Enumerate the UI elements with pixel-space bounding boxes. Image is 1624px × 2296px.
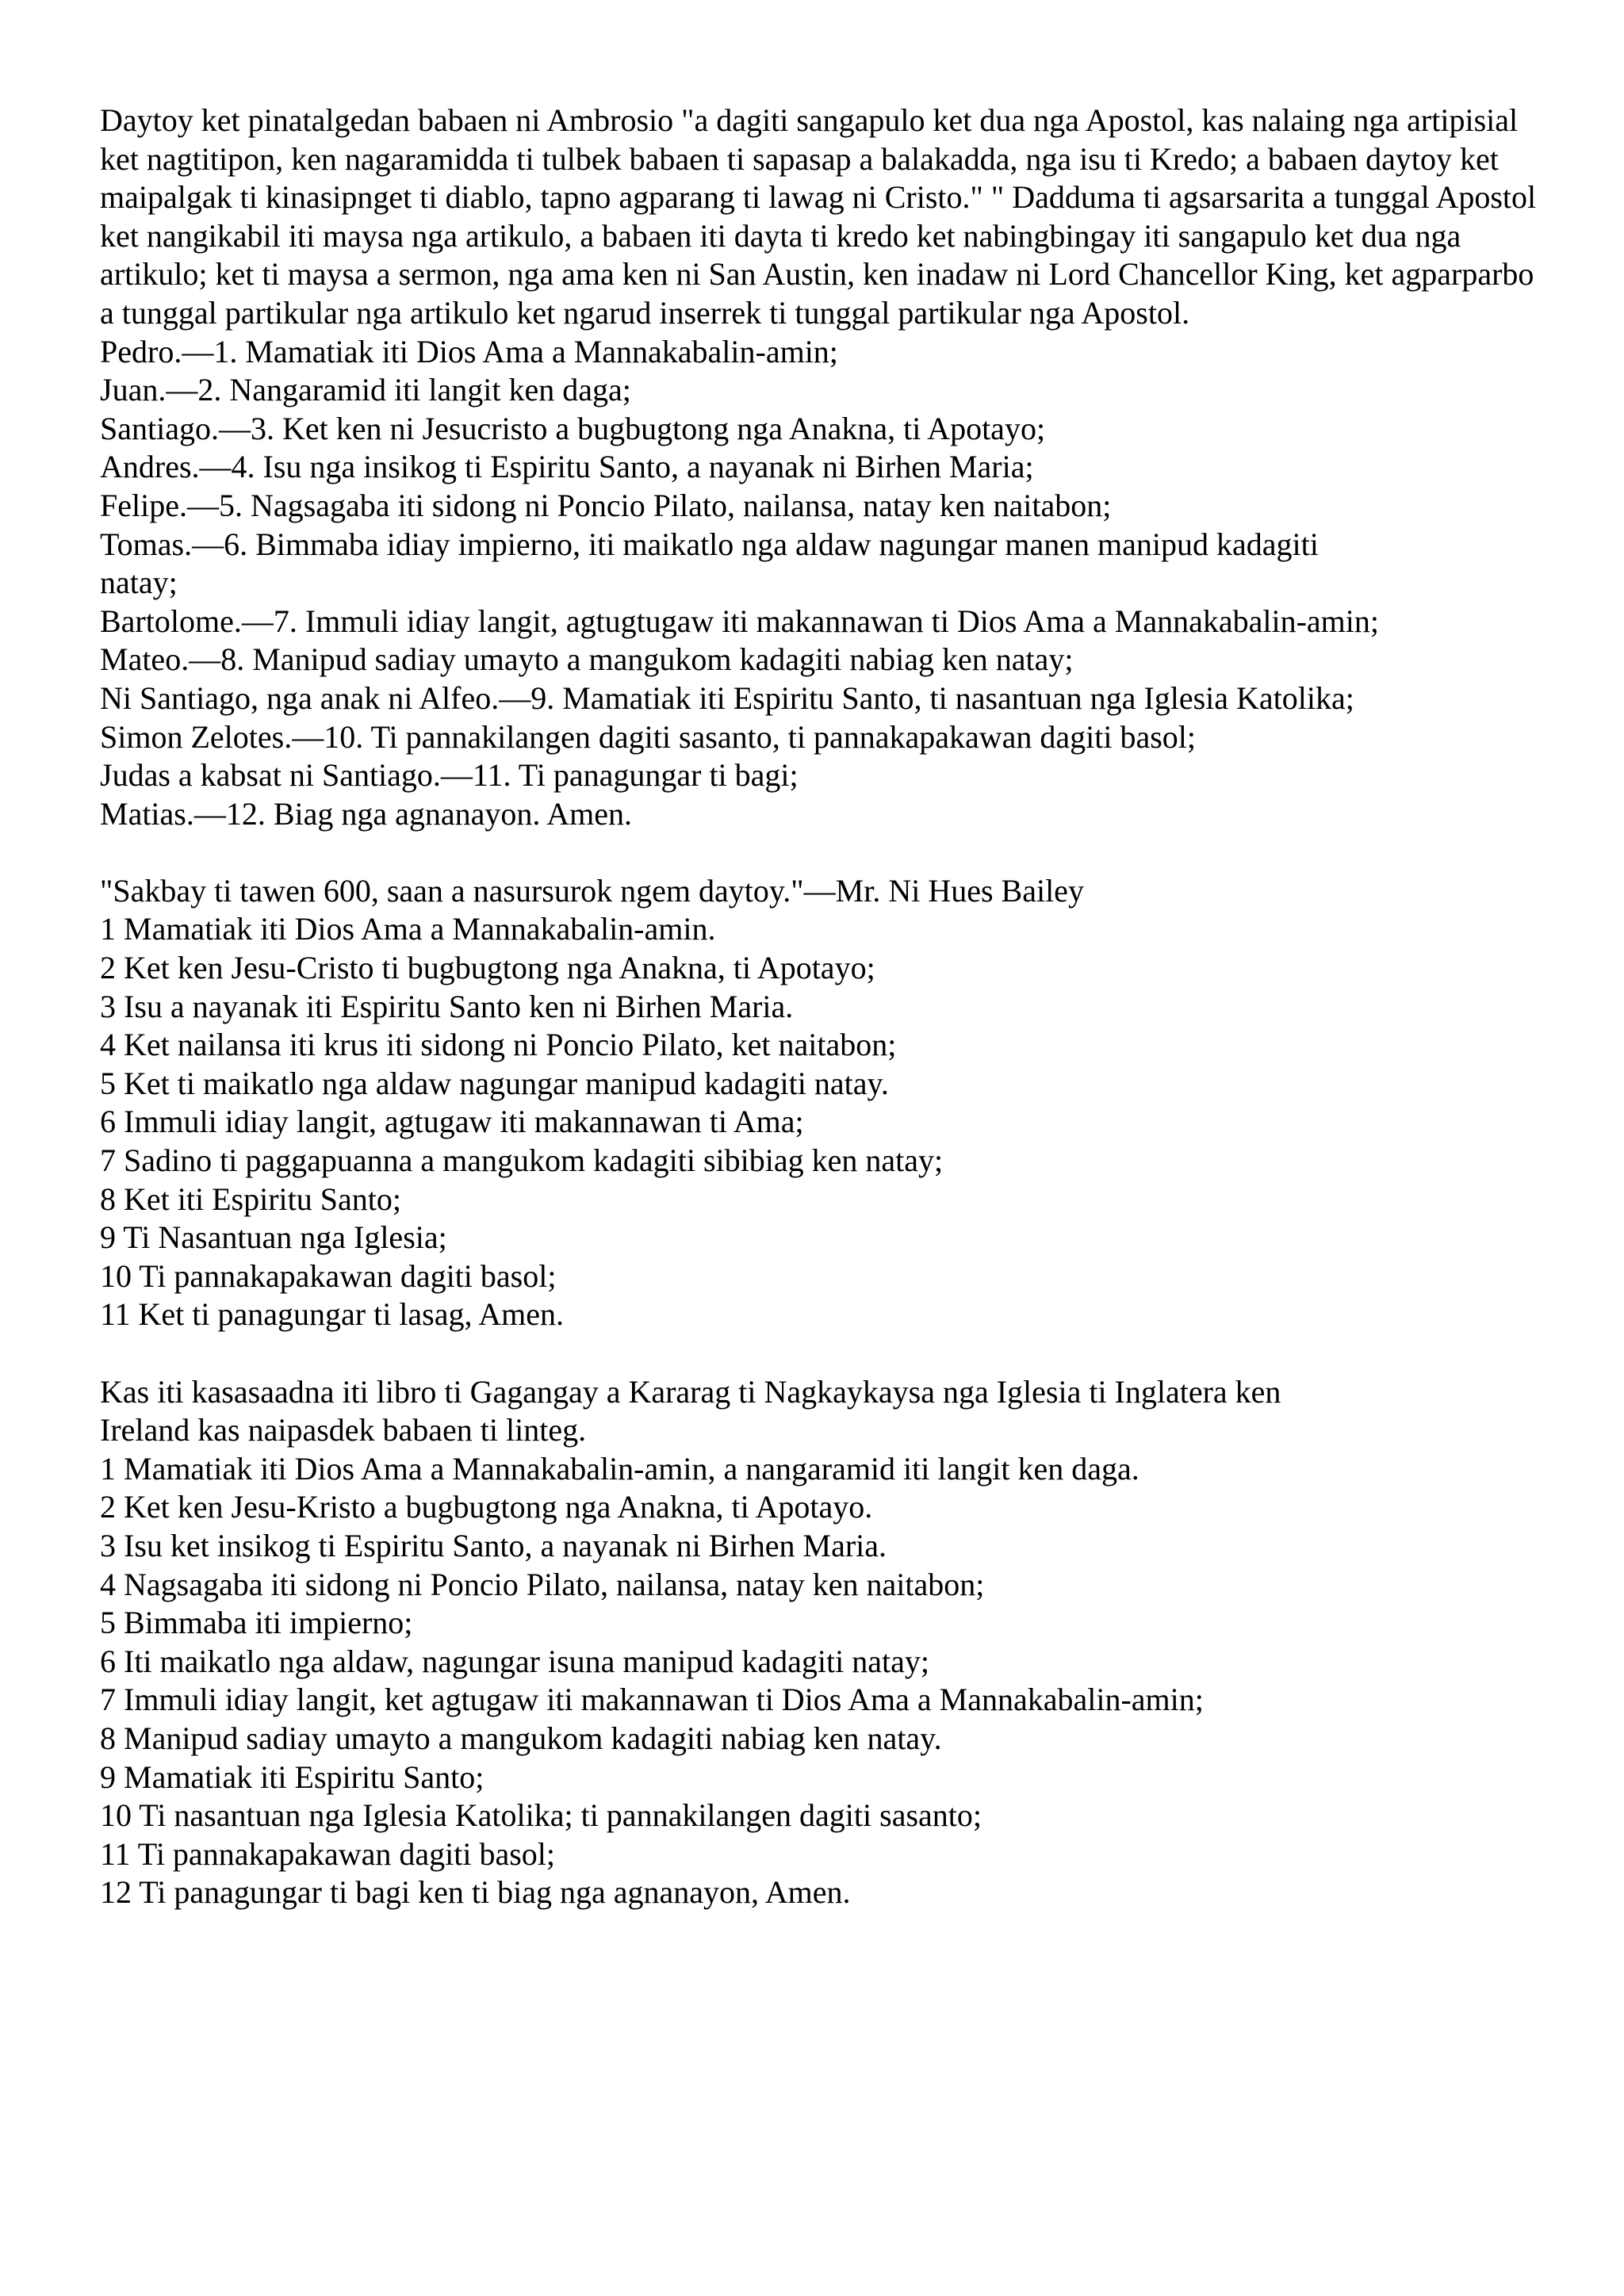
text-line: 8 Ket iti Espiritu Santo; bbox=[100, 1181, 401, 1217]
text-line: 4 Nagsagaba iti sidong ni Poncio Pilato, nailansa, natay ken naitabon; bbox=[100, 1566, 985, 1602]
text-line: Kas iti kasasaadna iti libro ti Gagangay a Kararag ti Nagkaykaysa nga Iglesia ti Inglatera ken bbox=[100, 1373, 1281, 1410]
text-line: Bartolome.—7. Immuli idiay langit, agtugtugaw iti makannawan ti Dios Ama a Mannakabalin-amin; bbox=[100, 603, 1379, 639]
text-line: 6 Immuli idiay langit, agtugaw iti makannawan ti Ama; bbox=[100, 1104, 804, 1140]
text-line: Andres.—4. Isu nga insikog ti Espiritu Santo, a nayanak ni Birhen Maria; bbox=[100, 449, 1034, 485]
text-line: 5 Ket ti maikatlo nga aldaw nagungar manipud kadagiti natay. bbox=[100, 1065, 889, 1101]
text-line: 10 Ti nasantuan nga Iglesia Katolika; ti pannakilangen dagiti sasanto; bbox=[100, 1797, 982, 1834]
text-line: Santiago.—3. Ket ken ni Jesucristo a bugbugtong nga Anakna, ti Apotayo; bbox=[100, 410, 1046, 446]
text-line: Matias.—12. Biag nga agnanayon. Amen. bbox=[100, 795, 632, 832]
text-line: 9 Ti Nasantuan nga Iglesia; bbox=[100, 1219, 447, 1256]
text-line: 8 Manipud sadiay umayto a mangukom kadagiti nabiag ken natay. bbox=[100, 1720, 942, 1756]
section-apostles-creed-attribution bbox=[100, 101, 1551, 833]
text-line: 6 Iti maikatlo nga aldaw, nagungar isuna manipud kadagiti natay; bbox=[100, 1643, 929, 1679]
text-line: 3 Isu ket insikog ti Espiritu Santo, a nayanak ni Birhen Maria. bbox=[100, 1527, 887, 1563]
text-line: Simon Zelotes.—10. Ti pannakilangen dagiti sasanto, ti pannakapakawan dagiti basol; bbox=[100, 718, 1196, 755]
text-line: 1 Mamatiak iti Dios Ama a Mannakabalin-amin. bbox=[100, 911, 716, 947]
document-page bbox=[100, 101, 1551, 1912]
text-line: Judas a kabsat ni Santiago.—11. Ti panagungar ti bagi; bbox=[100, 757, 799, 794]
text-line: 12 Ti panagungar ti bagi ken ti biag nga agnanayon, Amen. bbox=[100, 1874, 851, 1911]
text-line: Juan.—2. Nangaramid iti langit ken daga; bbox=[100, 372, 631, 408]
text-line: 1 Mamatiak iti Dios Ama a Mannakabalin-amin, a nangaramid iti langit ken daga. bbox=[100, 1450, 1139, 1487]
text-line: 11 Ket ti panagungar ti lasag, Amen. bbox=[100, 1296, 565, 1333]
text-line: 7 Sadino ti paggapuanna a mangukom kadagiti sibibiag ken natay; bbox=[100, 1142, 944, 1179]
text-line: 4 Ket nailansa iti krus iti sidong ni Poncio Pilato, ket naitabon; bbox=[100, 1027, 897, 1063]
section-book-of-common-prayer bbox=[100, 1373, 1551, 1912]
text-line: Felipe.—5. Nagsagaba iti sidong ni Poncio Pilato, nailansa, natay ken naitabon; bbox=[100, 487, 1112, 523]
text-line: Mateo.—8. Manipud sadiay umayto a mangukom kadagiti nabiag ken natay; bbox=[100, 641, 1074, 678]
text-line: natay; bbox=[100, 564, 178, 601]
text-line: 7 Immuli idiay langit, ket agtugaw iti makannawan ti Dios Ama a Mannakabalin-amin; bbox=[100, 1682, 1204, 1718]
text-line: 5 Bimmaba iti impierno; bbox=[100, 1605, 413, 1641]
text-line: Ireland kas naipasdek babaen ti linteg. bbox=[100, 1412, 587, 1448]
intro-paragraph: Daytoy ket pinatalgedan babaen ni Ambrosio "a dagiti sangapulo ket dua nga Apostol, kas nalaing nga artipisial ket nagtitipon, ken nagaramidda ti tulbek babaen ti sapasap a balakadda, nga isu ti Kredo; a babaen daytoy ket maipalgak ti kinasipnget ti diablo, tapno agparang ti lawag ni Cristo." " Dadduma ti agsarsarita a tunggal Apostol ket nangikabil iti maysa nga artikulo, a babaen iti dayta ti kredo ket nabingbingay iti sangapulo ket dua nga artikulo; ket ti maysa a sermon, nga ama ken ni San Austin, ken inadaw ni Lord Chancellor King, ket agparparbo a tunggal partikular nga artikulo ket ngarud inserrek ti tunggal partikular nga Apostol. bbox=[100, 102, 1545, 331]
text-line: Ni Santiago, nga anak ni Alfeo.—9. Mamatiak iti Espiritu Santo, ti nasantuan nga Iglesia Katolika; bbox=[100, 679, 1354, 716]
text-line: 2 Ket ken Jesu-Kristo a bugbugtong nga Anakna, ti Apotayo. bbox=[100, 1489, 873, 1525]
text-line: 9 Mamatiak iti Espiritu Santo; bbox=[100, 1758, 485, 1795]
text-line: 11 Ti pannakapakawan dagiti basol; bbox=[100, 1835, 555, 1872]
text-line: 2 Ket ken Jesu-Cristo ti bugbugtong nga Anakna, ti Apotayo; bbox=[100, 950, 875, 986]
text-line: 3 Isu a nayanak iti Espiritu Santo ken ni Birhen Maria. bbox=[100, 988, 794, 1024]
text-line: Tomas.—6. Bimmaba idiay impierno, iti maikatlo nga aldaw nagungar manen manipud kadagiti bbox=[100, 526, 1319, 562]
text-line: "Sakbay ti tawen 600, saan a nasursurok ngem daytoy."—Mr. Ni Hues Bailey bbox=[100, 872, 1084, 909]
section-before-600 bbox=[100, 872, 1551, 1334]
text-line: 10 Ti pannakapakawan dagiti basol; bbox=[100, 1257, 557, 1294]
text-line: Pedro.—1. Mamatiak iti Dios Ama a Mannakabalin-amin; bbox=[100, 333, 838, 369]
